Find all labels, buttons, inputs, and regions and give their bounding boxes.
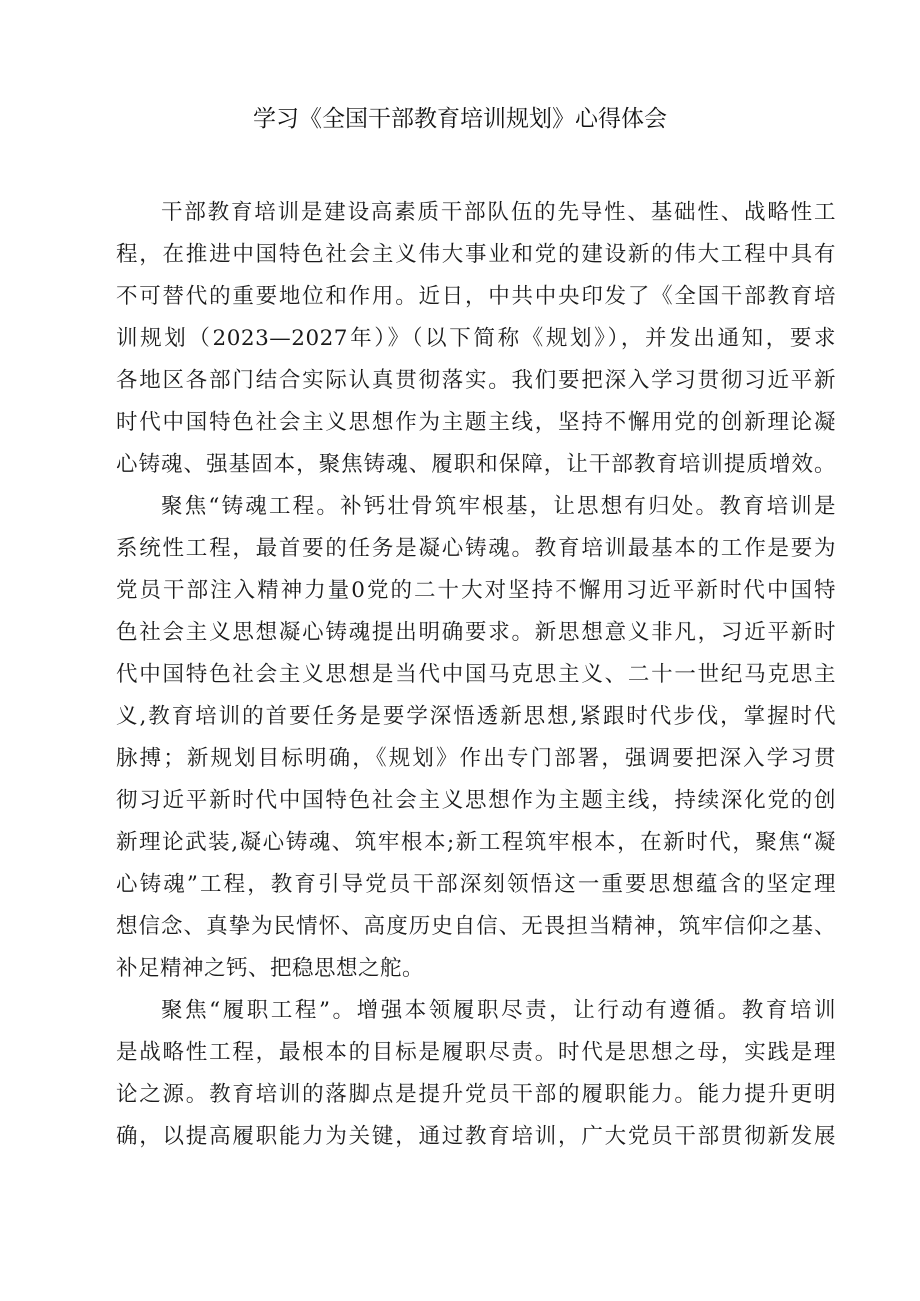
text-line: 色社会主义思想凝心铸魂提出明确要求。新思想意义非凡，习近平新时 — [116, 620, 836, 645]
text-line: 是战略性工程，最根本的目标是履职尽责。时代是思想之母，实践是理 — [116, 1040, 836, 1065]
text-line: 聚焦“履职工程”。增强本领履职尽责，让行动有遵循。教育培训 — [161, 998, 836, 1023]
text-line: 想信念、真挚为民情怀、高度历史自信、无畏担当精神，筑牢信仰之基、 — [116, 914, 836, 939]
text-line: 训规划（2023—2027年）》（以下简称《规划》），并发出通知，要求 — [116, 326, 836, 351]
paragraph-2 — [116, 486, 836, 990]
text-line: 心铸魂”工程，教育引导党员干部深刻领悟这一重要思想蕴含的坚定理 — [116, 872, 836, 897]
text-line: 不可替代的重要地位和作用。近日，中共中央印发了《全国干部教育培 — [116, 284, 836, 309]
text-line: 代中国特色社会主义思想是当代中国马克思主义、二十一世纪马克思主 — [116, 662, 836, 687]
text-line: 脉搏；新规划目标明确，《规划》作出专门部署，强调要把深入学习贯 — [116, 746, 836, 771]
paragraph-1 — [116, 192, 836, 486]
text-line: 补足精神之钙、把稳思想之舵。 — [116, 956, 425, 981]
text-line: 确，以提高履职能力为关键，通过教育培训，广大党员干部贯彻新发展 — [116, 1124, 836, 1149]
text-line: 义,教育培训的首要任务是要学深悟透新思想,紧跟时代步伐，掌握时代 — [116, 704, 836, 729]
text-line: 党员干部注入精神力量0党的二十大对坚持不懈用习近平新时代中国特 — [116, 578, 836, 603]
text-line: 彻习近平新时代中国特色社会主义思想作为主题主线，持续深化党的创 — [116, 788, 836, 813]
text-line: 心铸魂、强基固本，聚焦铸魂、履职和保障，让干部教育培训提质增效。 — [116, 452, 836, 477]
text-line: 程，在推进中国特色社会主义伟大事业和党的建设新的伟大工程中具有 — [116, 242, 836, 267]
text-line: 新理论武装,凝心铸魂、筑牢根本;新工程筑牢根本，在新时代，聚焦“凝 — [116, 830, 836, 855]
text-line: 论之源。教育培训的落脚点是提升党员干部的履职能力。能力提升更明 — [116, 1082, 836, 1107]
paragraph-3 — [116, 990, 836, 1158]
text-line: 聚焦“铸魂工程。补钙壮骨筑牢根基，让思想有归处。教育培训是 — [161, 494, 836, 519]
text-line: 干部教育培训是建设高素质干部队伍的先导性、基础性、战略性工 — [161, 200, 836, 225]
document-title: 学习《全国干部教育培训规划》心得体会 — [253, 106, 667, 132]
text-line: 各地区各部门结合实际认真贯彻落实。我们要把深入学习贯彻习近平新 — [116, 368, 836, 393]
document-body — [116, 192, 836, 1158]
text-line: 系统性工程，最首要的任务是凝心铸魂。教育培训最基本的工作是要为 — [116, 536, 836, 561]
text-line: 时代中国特色社会主义思想作为主题主线，坚持不懈用党的创新理论凝 — [116, 410, 836, 435]
